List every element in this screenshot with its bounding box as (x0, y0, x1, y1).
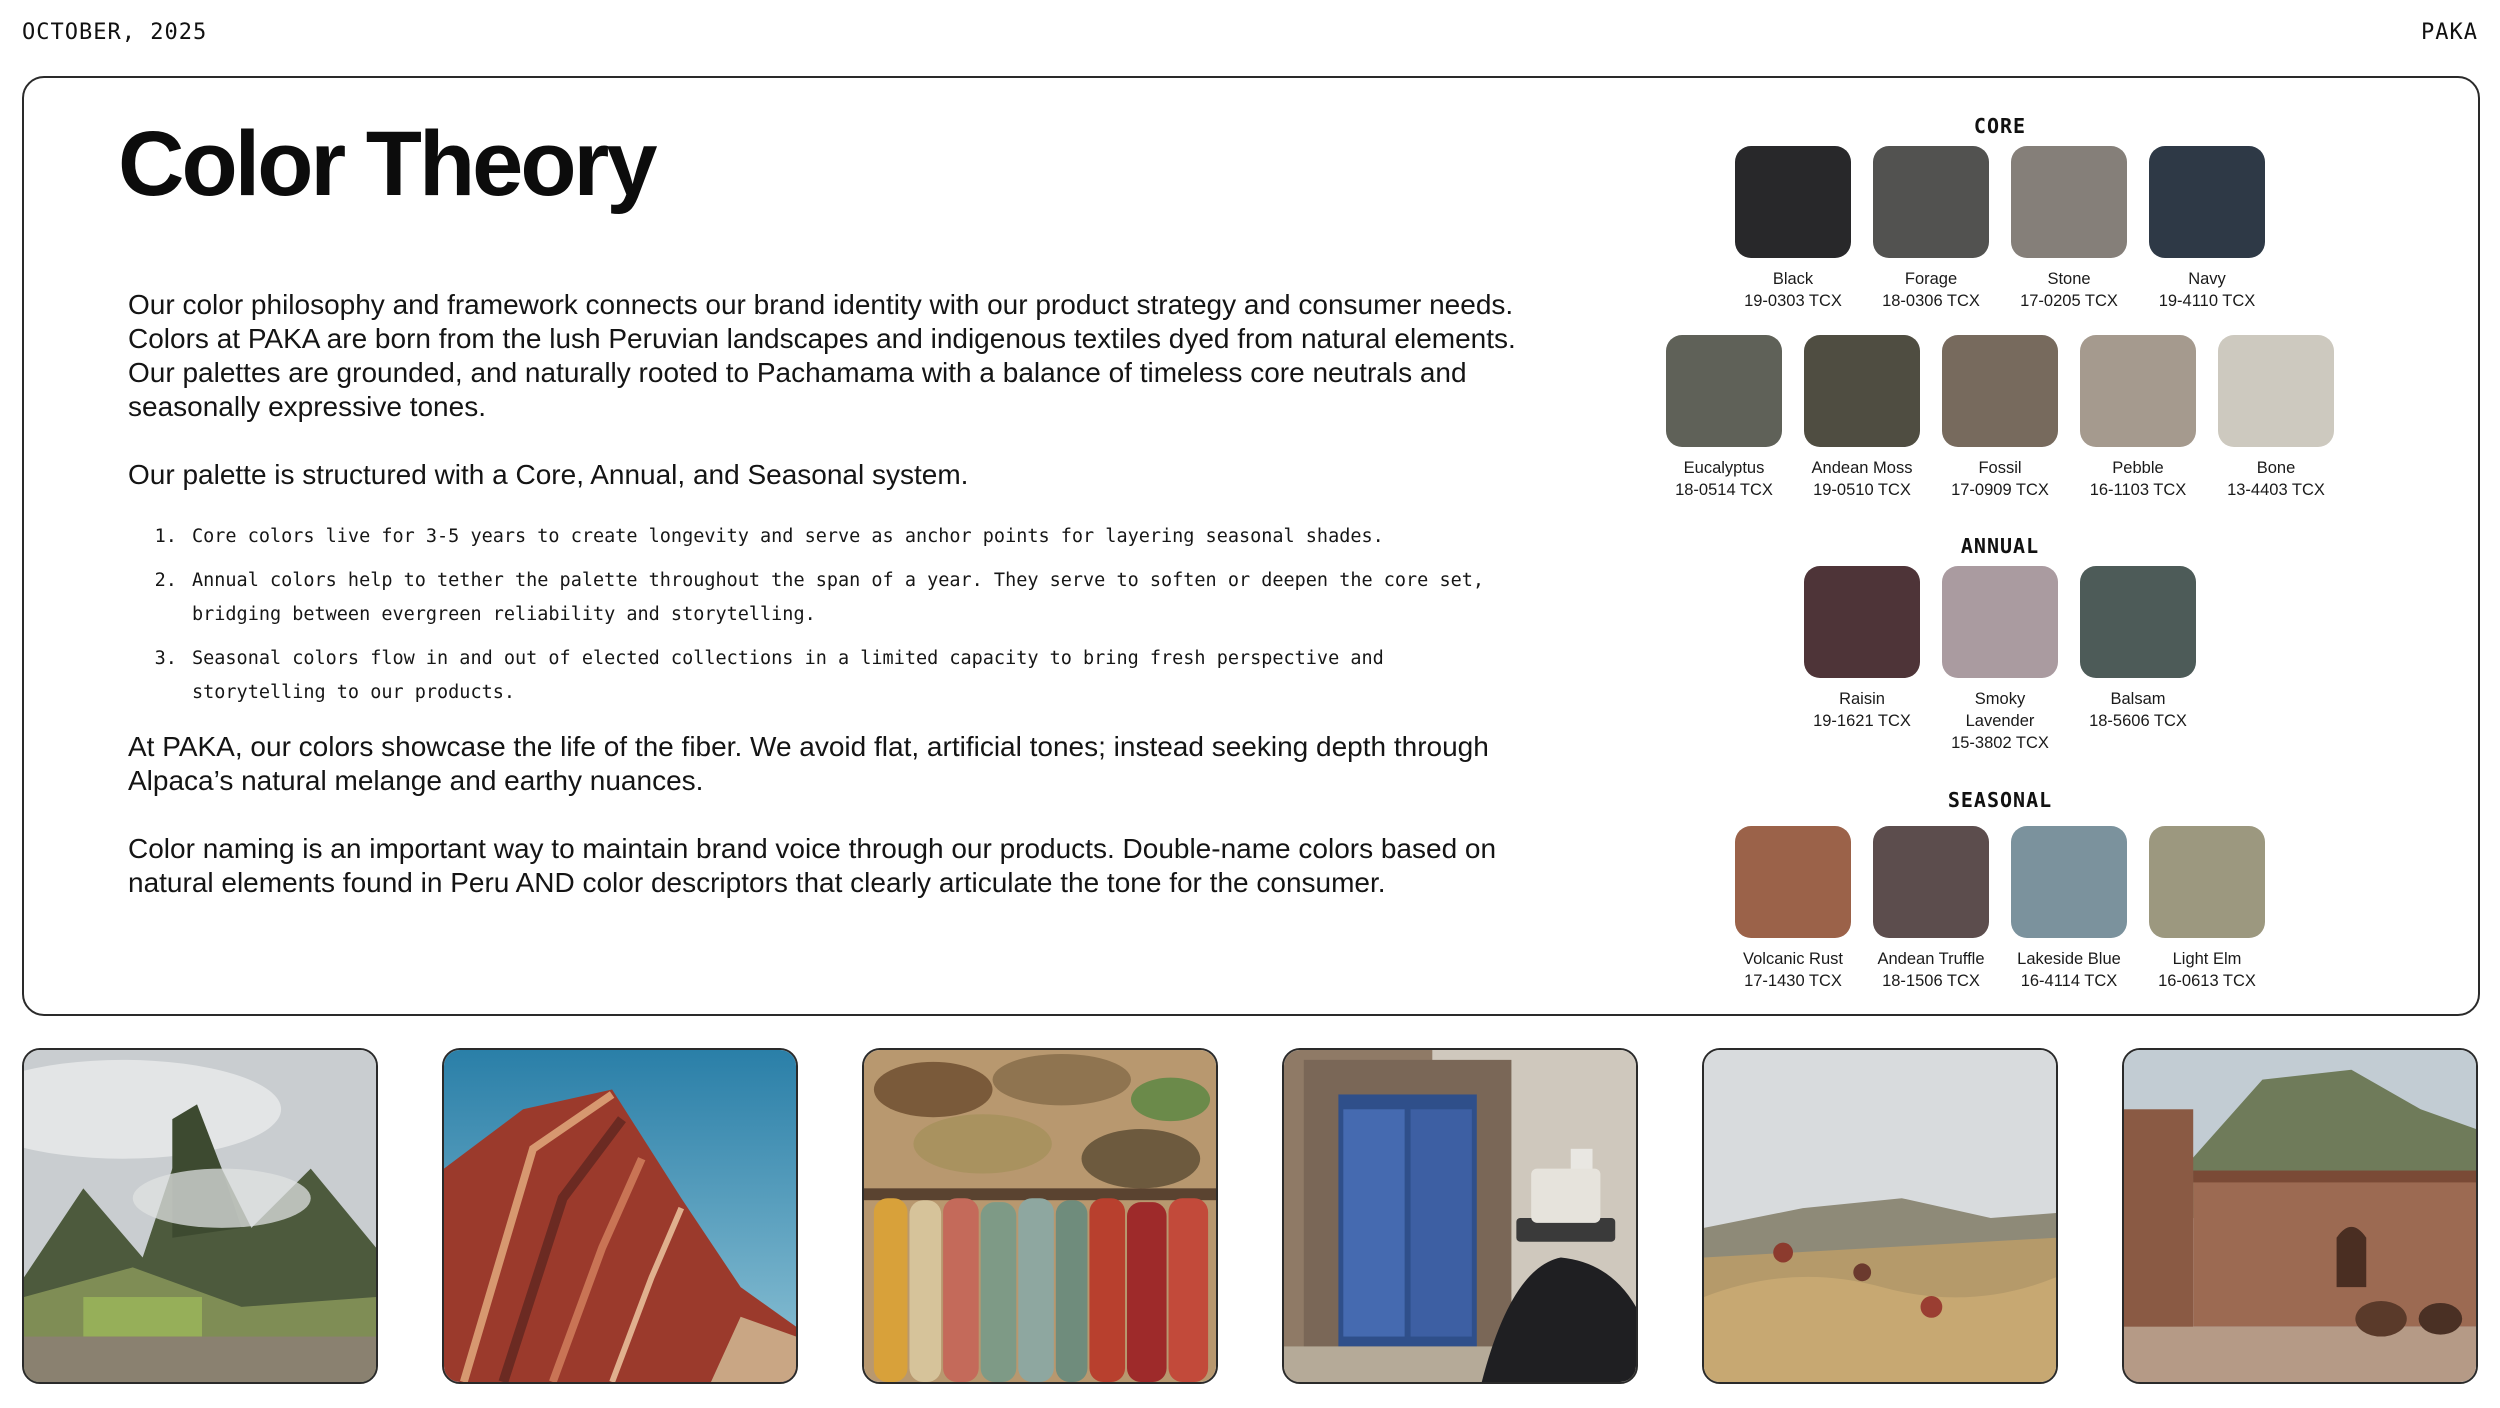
fiber-paragraph: At PAKA, our colors showcase the life of the fiber. We avoid flat, artificial tones; instead seeking depth through Alpaca’s natural melange and earthy nuances. (128, 731, 1489, 796)
swatch-name: Volcanic Rust (1743, 950, 1843, 968)
photo-dyed-yarns (862, 1048, 1218, 1384)
color-chip (1942, 335, 2058, 447)
swatch (2149, 826, 2265, 992)
swatch (1873, 826, 1989, 992)
core-row-1 (1650, 146, 2350, 312)
color-chip (1666, 335, 1782, 447)
swatch (2149, 146, 2265, 312)
swatch-code: 15-3802 TCX (1951, 734, 2049, 752)
swatch-name: Forage (1904, 270, 1958, 288)
color-chip (2011, 146, 2127, 258)
swatch-code: 18-0306 TCX (1882, 292, 1980, 310)
swatch-code: 18-0514 TCX (1675, 481, 1773, 499)
swatch-name: Andean Moss (1811, 459, 1913, 477)
list-item: 2. Annual colors help to tether the palette throughout the span of a year. They serve to soften or deepen the core set, bridging between evergreen reliability and storytelling. (188, 564, 1508, 632)
swatch-code: 16-0613 TCX (2158, 972, 2256, 990)
swatch-name: Bone (2256, 459, 2296, 477)
swatch-name: Eucalyptus (1683, 459, 1765, 477)
swatch (1804, 335, 1920, 501)
color-chip (1735, 826, 1851, 938)
swatch-code: 19-4110 TCX (2158, 292, 2256, 310)
swatch (1873, 146, 1989, 312)
swatch-code: 17-0205 TCX (2020, 292, 2118, 310)
photo-adobe-courtyard (2122, 1048, 2478, 1384)
swatch-name: Fossil (1978, 459, 2022, 477)
core-row-2 (1650, 335, 2350, 501)
swatch (2218, 335, 2334, 501)
document-date: OCTOBER, 2025 (22, 20, 208, 45)
swatch (1942, 566, 2058, 754)
structure-paragraph: Our palette is structured with a Core, Annual, and Seasonal system. (128, 459, 969, 490)
swatch-name: Pebble (2112, 459, 2164, 477)
annual-row (1650, 566, 2350, 754)
color-chip (1804, 566, 1920, 678)
swatch (2011, 826, 2127, 992)
swatch-code: 18-1506 TCX (1882, 972, 1980, 990)
color-chip (1873, 146, 1989, 258)
swatch-name: Smoky Lavender (1965, 690, 2035, 730)
seasonal-label: SEASONAL (1947, 788, 2053, 812)
swatch-code: 17-1430 TCX (1744, 972, 1842, 990)
swatch-code: 19-0510 TCX (1813, 481, 1911, 499)
core-label: CORE (1973, 114, 2027, 138)
swatch (2011, 146, 2127, 312)
color-chip (2218, 335, 2334, 447)
palette-system-list (128, 520, 1508, 720)
color-chip (2011, 826, 2127, 938)
swatch-name: Raisin (1839, 690, 1885, 708)
seasonal-row (1650, 826, 2350, 992)
swatch (1666, 335, 1782, 501)
photo-rainbow-mountain (442, 1048, 798, 1384)
brand-name: PAKA (2421, 20, 2478, 45)
color-chip (1942, 566, 2058, 678)
annual-label: ANNUAL (1960, 534, 2040, 558)
swatch (1804, 566, 1920, 754)
swatch-name: Light Elm (2172, 950, 2242, 968)
list-item: 3. Seasonal colors flow in and out of elected collections in a limited capacity to bring fresh perspective and storytelling to our products. (188, 642, 1508, 710)
swatch (2080, 335, 2196, 501)
swatch-code: 18-5606 TCX (2089, 712, 2187, 730)
photo-blue-door (1282, 1048, 1638, 1384)
color-chip (1873, 826, 1989, 938)
swatch-code: 17-0909 TCX (1951, 481, 2049, 499)
page-title: Color Theory (118, 113, 655, 215)
swatch (1735, 826, 1851, 992)
color-chip (2149, 826, 2265, 938)
naming-paragraph: Color naming is an important way to maintain brand voice through our products. Double-name colors based on natural elements found in Peru AND color descriptors that clearly articulate the tone for the consumer. (128, 833, 1497, 898)
swatch-code: 16-1103 TCX (2089, 481, 2187, 499)
swatch-name: Navy (2188, 270, 2226, 288)
swatch-name: Andean Truffle (1877, 950, 1985, 968)
photo-andean-grassland (1702, 1048, 2058, 1384)
swatch (1942, 335, 2058, 501)
swatch-code: 16-4114 TCX (2020, 972, 2118, 990)
swatch-code: 19-1621 TCX (1813, 712, 1911, 730)
color-chip (1804, 335, 1920, 447)
swatch-code: 19-0303 TCX (1744, 292, 1842, 310)
swatch (2080, 566, 2196, 754)
intro-paragraph: Our color philosophy and framework connects our brand identity with our product strategy and consumer needs. Colors at PAKA are born from the lush Peruvian landscapes and indigenous textiles dyed from natural elements. Our palettes are grounded, and naturally rooted to Pachamama with a balance of timeless core neutrals and seasonally expressive tones. (128, 289, 1516, 422)
list-item: 1. Core colors live for 3-5 years to create longevity and serve as anchor points for layering seasonal shades. (188, 520, 1508, 554)
color-chip (2149, 146, 2265, 258)
color-chip (2080, 566, 2196, 678)
swatch (1735, 146, 1851, 312)
color-chip (1735, 146, 1851, 258)
photo-machu-picchu (22, 1048, 378, 1384)
swatch-name: Lakeside Blue (2017, 950, 2121, 968)
swatch-code: 13-4403 TCX (2227, 481, 2325, 499)
swatch-name: Balsam (2110, 690, 2166, 708)
swatch-name: Stone (2047, 270, 2091, 288)
swatch-name: Black (1772, 270, 1814, 288)
color-chip (2080, 335, 2196, 447)
